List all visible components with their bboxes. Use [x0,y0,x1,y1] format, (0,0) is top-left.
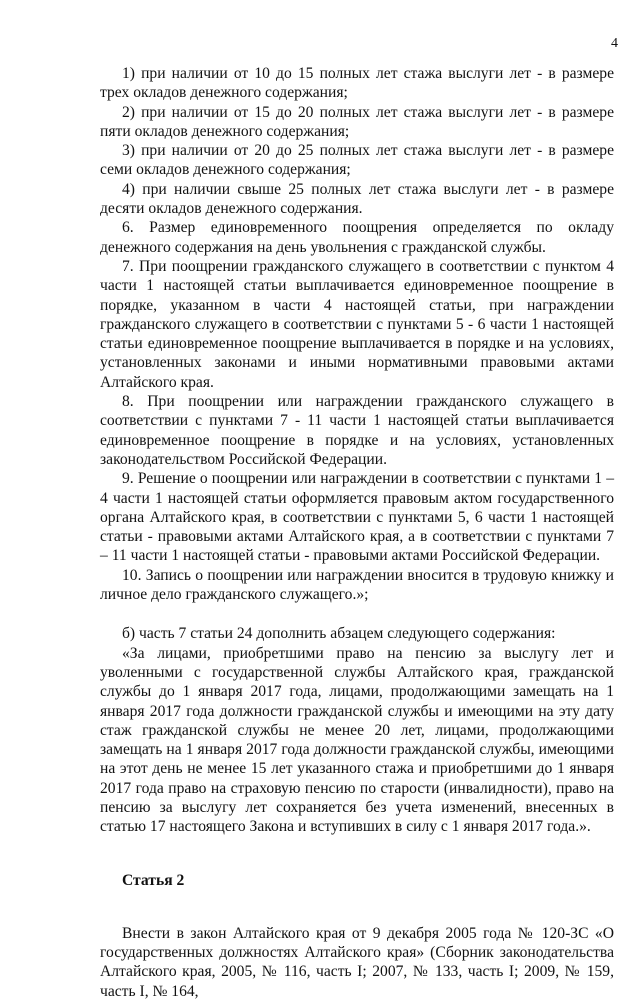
amendment-intro: б) часть 7 статьи 24 дополнить абзацем следующего содержания: [122,625,556,643]
paragraph-part-6: 6. Размер единовременного поощрения определяется по окладу денежного содержания на день увольнения с гражданской службы. [100,219,614,256]
page-number: 4 [611,36,618,51]
spacer [100,604,614,624]
paragraph-part-9: 9. Решение о поощрении или награждении в соответствии с пунктами 1 – 4 части 1 настоящей статьи оформляется правовым актом государственного органа Алтайского края, в соответствии с пунктами 5, 6 части 1 настоящей статьи - правовыми актами Алтайского края, а в соответствии с пунктами 7 – 11 части 1 настоящей статьи - правовыми актами Российской Федерации. [100,470,614,565]
spacer [100,837,614,871]
spacer [100,890,614,924]
article-heading: Статья 2 [122,871,185,889]
paragraph-item-2: 2) при наличии от 15 до 20 полных лет стажа выслуги лет - в размере пяти окладов денежного содержания; [100,103,614,140]
document-body [100,64,614,1001]
paragraph-part-8: 8. При поощрении или награждении гражданского служащего в соответствии с пунктами 7 - 11 части 1 настоящей статьи выплачивается единовременное поощрение в порядке и на условиях, установленных законодательством Российской Федерации. [100,393,614,468]
paragraph-part-10: 10. Запись о поощрении или награждении вносится в трудовую книжку и личное дело гражданского служащего.»; [100,566,614,604]
article-text: Внести в закон Алтайского края от 9 декабря 2005 года № 120-ЗС «О государственных должностях Алтайского края» (Сборник законодательства Алтайского края, 2005, № 116, часть I; 2007, № 133, часть I; 2009, № 159, часть I, № 164, [100,924,614,1000]
amendment-text: «За лицами, приобретшими право на пенсию за выслугу лет и уволенными с государственной службы Алтайского края, гражданской службы до 1 января 2017 года, лицами, продолжающими замещать на 1 января 2017 года должности гражданской службы и имеющими на эту дату стаж гражданской службы не менее 20 лет, лицами, продолжающими замещать на 1 января 2017 года должности гражданской службы, имеющими на этот день не менее 15 лет указанного стажа и приобретшими до 1 января 2017 года право на страховую пенсию по старости (инвалидности), право на пенсию за выслугу лет сохраняется без учета изменений, внесенных в статью 17 настоящего Закона и вступивших в силу с 1 января 2017 года.». [100,644,614,836]
paragraph-item-3: 3) при наличии от 20 до 25 полных лет стажа выслуги лет - в размере семи окладов денежного содержания; [100,142,614,179]
paragraph-item-4: 4) при наличии свыше 25 полных лет стажа выслуги лет - в размере десяти окладов денежного содержания. [100,180,614,218]
paragraph-part-7: 7. При поощрении гражданского служащего в соответствии с пунктом 4 части 1 настоящей статьи выплачивается единовременное поощрение в порядке, указанном в части 4 настоящей статьи, при награждении гражданского служащего в соответствии с пунктами 5 - 6 части 1 настоящей статьи единовременное поощрение выплачивается в порядке и на условиях, установленных законами и иными нормативными правовыми актами Алтайского края. [100,257,614,391]
paragraph-item-1: 1) при наличии от 10 до 15 полных лет стажа выслуги лет - в размере трех окладов денежного содержания; [100,65,614,102]
